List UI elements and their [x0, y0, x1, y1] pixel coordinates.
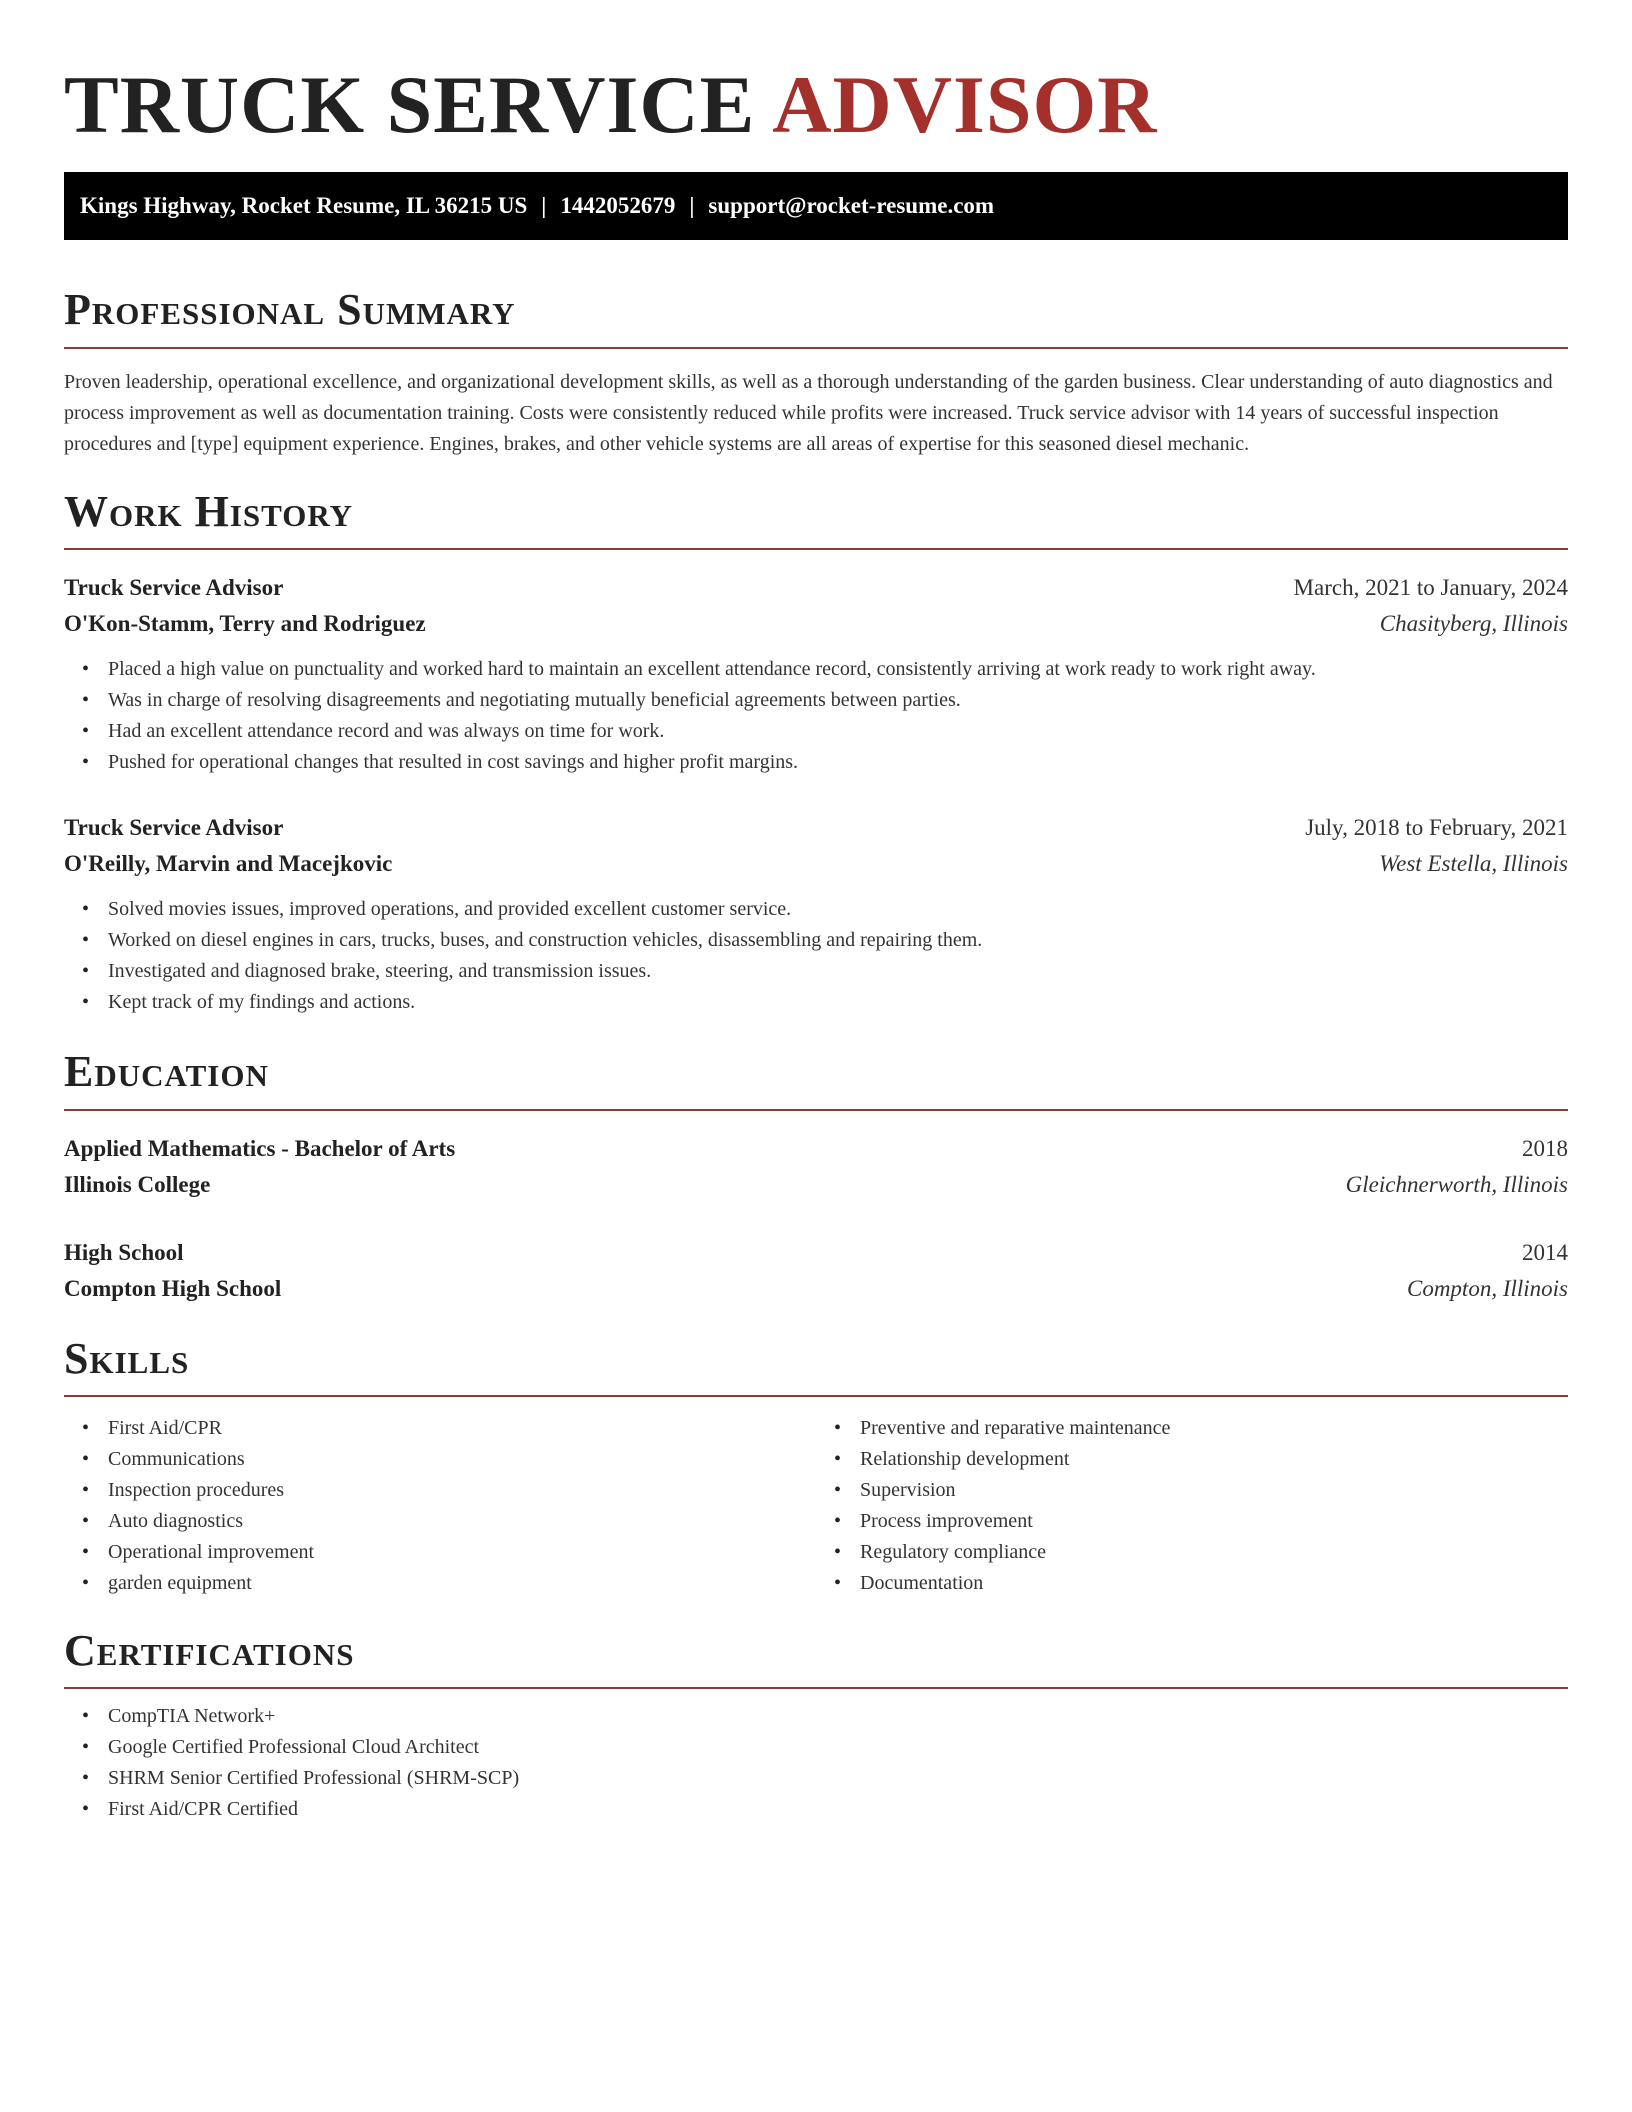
certification-item: • Google Certified Professional Cloud Architect — [108, 1732, 1568, 1763]
certifications-list — [64, 1701, 1568, 1825]
work-entry-header — [64, 570, 1568, 606]
education-location: Compton, Illinois — [1406, 1275, 1568, 1301]
education-school: Illinois College — [64, 1171, 211, 1197]
certification-item: • SHRM Senior Certified Professional (SHRM-SCP) — [108, 1763, 1568, 1794]
education-entry-subheader — [64, 1271, 1568, 1307]
skill-item: • First Aid/CPR — [108, 1413, 816, 1444]
contact-separator: | — [541, 193, 547, 219]
job-bullet: • Solved movies issues, improved operations, and provided excellent customer service. — [108, 894, 1568, 925]
skill-item: • garden equipment — [108, 1568, 816, 1599]
skills-grid — [64, 1413, 1568, 1599]
skill-item: • Supervision — [860, 1475, 1568, 1506]
education-entry-subheader — [64, 1167, 1568, 1203]
job-dates: March, 2021 to January, 2024 — [1293, 575, 1568, 601]
skill-item: • Relationship development — [860, 1444, 1568, 1475]
skill-item: • Inspection procedures — [108, 1475, 816, 1506]
contact-email: support@rocket-resume.com — [708, 193, 995, 219]
education-degree: Applied Mathematics - Bachelor of Arts — [64, 1135, 456, 1161]
certification-item: • First Aid/CPR Certified — [108, 1794, 1568, 1825]
job-bullet: • Worked on diesel engines in cars, trucks, buses, and construction vehicles, disassembling and repairing them. — [108, 925, 1568, 956]
skill-item: • Regulatory compliance — [860, 1537, 1568, 1568]
skill-item: • Operational improvement — [108, 1537, 816, 1568]
certification-item: • CompTIA Network+ — [108, 1701, 1568, 1732]
contact-address: Kings Highway, Rocket Resume, IL 36215 US — [80, 193, 528, 219]
skill-item: • Documentation — [860, 1568, 1568, 1599]
education-school: Compton High School — [64, 1275, 282, 1301]
job-bullet: • Placed a high value on punctuality and worked hard to maintain an excellent attendance record, consistently arriving at work ready to work right away. — [108, 654, 1568, 685]
certifications-heading: Certifications — [64, 1627, 1568, 1689]
title-accent: ADVISOR — [772, 59, 1158, 150]
skills-list-right — [816, 1413, 1568, 1599]
job-location: West Estella, Illinois — [1379, 851, 1568, 877]
education-degree: High School — [64, 1239, 184, 1265]
education-entry — [64, 1131, 1568, 1203]
job-bullet: • Pushed for operational changes that resulted in cost savings and higher profit margins. — [108, 747, 1568, 778]
skill-item: • Preventive and reparative maintenance — [860, 1413, 1568, 1444]
contact-separator: | — [689, 193, 695, 219]
job-company: O'Kon-Stamm, Terry and Rodriguez — [64, 611, 426, 637]
job-bullets — [64, 894, 1568, 1018]
job-bullets — [64, 654, 1568, 778]
summary-text: Proven leadership, operational excellence, and organizational development skills, as well as a thorough understanding of the garden business. Clear understanding of auto diagnostics and process improvement as well as documentation training. Costs were consistently reduced while profits were increased. Truck service advisor with 14 years of successful inspection procedures and [type] equipment experience. Engines, brakes, and other vehicle systems are all areas of expertise for this seasoned diesel mechanic. — [64, 370, 1553, 455]
skills-list-left — [64, 1413, 816, 1599]
contact-bar — [64, 172, 1568, 240]
job-title: Truck Service Advisor — [64, 575, 284, 601]
job-bullet: • Investigated and diagnosed brake, steering, and transmission issues. — [108, 956, 1568, 987]
work-entry-subheader — [64, 606, 1568, 642]
summary-heading: Professional Summary — [64, 286, 1568, 348]
resume-title — [64, 0, 1568, 154]
job-title: Truck Service Advisor — [64, 815, 284, 841]
education-heading: Education — [64, 1048, 1568, 1110]
job-bullet: • Was in charge of resolving disagreements and negotiating mutually beneficial agreements between parties. — [108, 685, 1568, 716]
skill-item: • Process improvement — [860, 1506, 1568, 1537]
job-bullet: • Kept track of my findings and actions. — [108, 987, 1568, 1018]
education-entry — [64, 1235, 1568, 1307]
work-entry — [64, 570, 1568, 778]
work-entry-header — [64, 810, 1568, 846]
education-location: Gleichnerworth, Illinois — [1345, 1171, 1568, 1197]
skill-item: • Auto diagnostics — [108, 1506, 816, 1537]
education-entry-header — [64, 1131, 1568, 1167]
education-year: 2018 — [1522, 1135, 1568, 1161]
job-dates: July, 2018 to February, 2021 — [1305, 815, 1568, 841]
education-entry-header — [64, 1235, 1568, 1271]
skills-heading: Skills — [64, 1335, 1568, 1397]
work-entry-subheader — [64, 846, 1568, 882]
work-entry — [64, 810, 1568, 1018]
job-bullet: • Had an excellent attendance record and was always on time for work. — [108, 716, 1568, 747]
title-main: TRUCK SERVICE — [64, 59, 756, 150]
job-company: O'Reilly, Marvin and Macejkovic — [64, 851, 393, 877]
resume-page — [64, 0, 1568, 1825]
work-history-heading: Work History — [64, 488, 1568, 550]
skill-item: • Communications — [108, 1444, 816, 1475]
contact-phone: 1442052679 — [560, 193, 676, 219]
job-location: Chasityberg, Illinois — [1379, 611, 1568, 637]
education-year: 2014 — [1522, 1239, 1568, 1265]
